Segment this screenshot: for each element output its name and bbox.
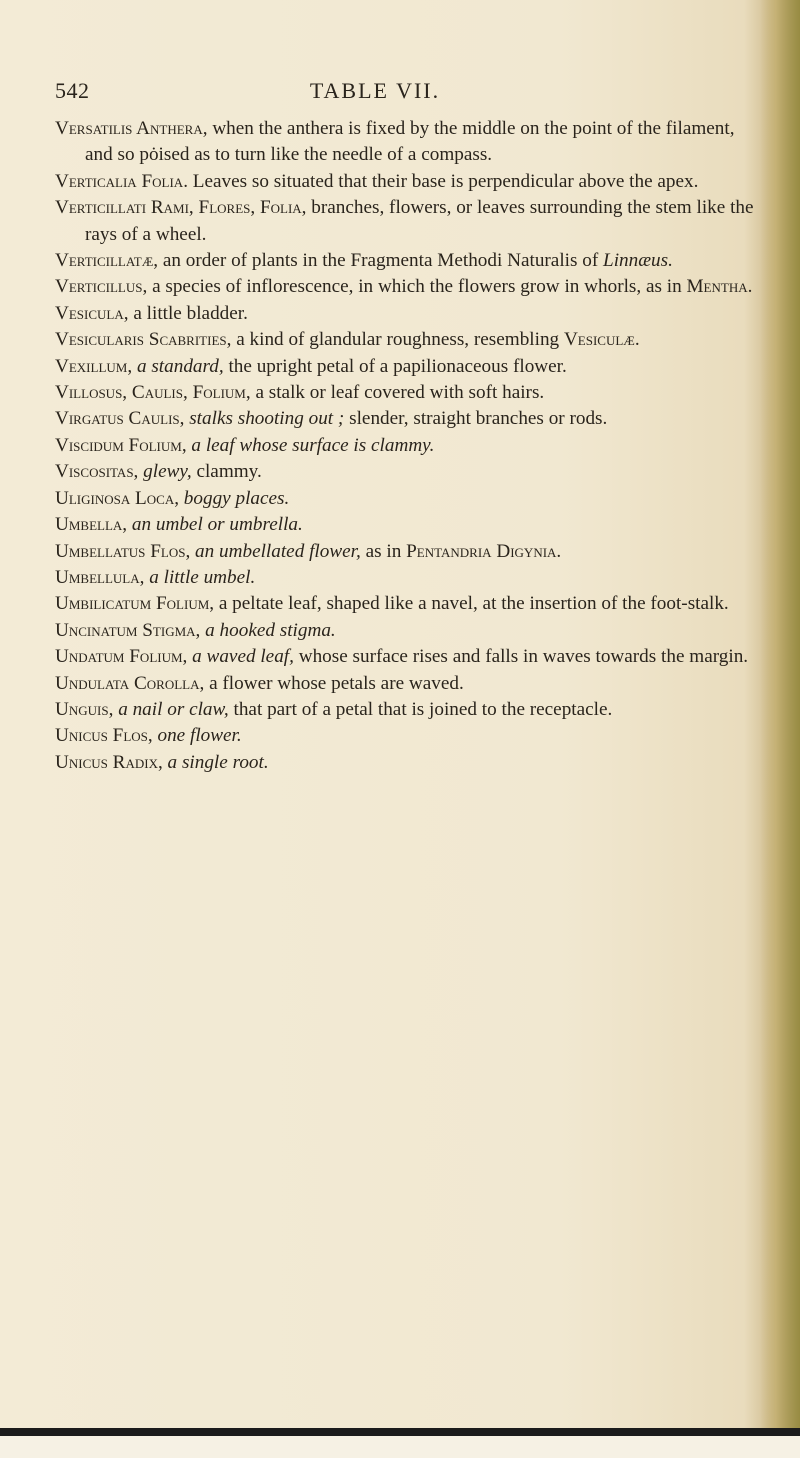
- entry-translation: boggy places.: [183, 487, 290, 509]
- glossary-entry: [55, 671, 755, 697]
- entry-translation: stalks shooting out ;: [189, 408, 345, 430]
- entry-term: Viscositas,: [55, 461, 139, 483]
- entry-translation: a hooked stigma.: [205, 619, 336, 641]
- entry-translation: a waved leaf,: [192, 646, 294, 668]
- entry-definition: slender, straight branches or rods.: [344, 408, 608, 430]
- entry-definition: a species of inflorescence, in which the flowers grow in whorls, as in: [147, 276, 687, 298]
- entry-term: Unicus Flos,: [55, 725, 153, 747]
- entry-definition: that part of a petal that is joined to the receptacle.: [228, 698, 613, 720]
- glossary-entry: [55, 195, 755, 248]
- glossary-entry: [55, 565, 755, 591]
- entry-definition: an order of plants in the Fragmenta Methodi Naturalis of: [158, 250, 604, 272]
- entry-term: Vesicula,: [55, 302, 129, 324]
- glossary-entry: [55, 644, 755, 670]
- entry-term: Umbilicatum Folium,: [55, 593, 215, 615]
- entry-definition: a flower whose petals are waved.: [204, 672, 464, 694]
- entry-definition: clammy.: [191, 461, 262, 483]
- glossary-entry: [55, 380, 755, 406]
- entry-translation: Linnæus.: [603, 250, 673, 272]
- glossary-entries: [55, 116, 755, 776]
- entry-term: Unguis,: [55, 698, 114, 720]
- glossary-entry: [55, 618, 755, 644]
- glossary-entry: [55, 354, 755, 380]
- entry-term: Umbella,: [55, 514, 128, 536]
- running-head-title: TABLE VII.: [309, 78, 441, 103]
- entry-definition: a stalk or leaf covered with soft hairs.: [250, 382, 545, 404]
- entry-translation: a leaf whose surface is clammy.: [191, 434, 435, 456]
- glossary-entry: [55, 116, 755, 169]
- entry-term: Virgatus Caulis,: [55, 408, 185, 430]
- entry-term: Unicus Radix,: [55, 751, 163, 773]
- entry-translation: a standard,: [136, 355, 224, 377]
- scan-bottom-margin: [0, 1436, 800, 1458]
- entry-term: Undatum Folium,: [55, 646, 188, 668]
- glossary-entry: [55, 512, 755, 538]
- glossary-entry: [55, 433, 755, 459]
- entry-definition: whose surface rises and falls in waves towards the margin.: [293, 646, 749, 668]
- entry-definition: a little bladder.: [128, 302, 248, 324]
- entry-term: Viscidum Folium,: [55, 434, 187, 456]
- entry-term: Vesicularis Scabrities,: [55, 329, 232, 351]
- scan-bottom-border: [0, 1428, 800, 1436]
- entry-definition: when the anthera is fixed by the middle on the point of the filament, and so pȯised as to turn like the needle of a compass.: [85, 118, 735, 166]
- entry-definition: the upright petal of a papilionaceous flower.: [223, 355, 567, 377]
- page-number: 542: [55, 78, 90, 103]
- glossary-entry: [55, 406, 755, 432]
- entry-term: Vexillum,: [55, 355, 133, 377]
- entry-definition: as in: [360, 540, 407, 562]
- entry-definition: Vesiculæ.: [563, 329, 640, 351]
- entry-term: Versatilis Anthera,: [55, 118, 208, 139]
- glossary-entry: [55, 591, 755, 617]
- entry-definition: a kind of glandular roughness, resembling: [231, 329, 564, 351]
- entry-term: Villosus, Caulis, Folium,: [55, 382, 251, 404]
- entry-translation: a little umbel.: [149, 566, 256, 588]
- glossary-entry: [55, 327, 755, 353]
- glossary-entry: [55, 486, 755, 512]
- glossary-entry: [55, 248, 755, 274]
- entry-term: Undulata Corolla,: [55, 672, 205, 694]
- running-head: [55, 78, 695, 110]
- glossary-entry: [55, 169, 755, 195]
- glossary-entry: [55, 750, 755, 776]
- entry-translation: a nail or claw,: [118, 698, 229, 720]
- entry-term: Uncinatum Stigma,: [55, 619, 201, 641]
- entry-term: Uliginosa Loca,: [55, 487, 179, 509]
- entry-translation: a single root.: [167, 751, 269, 773]
- glossary-entry: [55, 274, 755, 300]
- entry-term: Verticillus,: [55, 276, 148, 298]
- entry-definition: Mentha.: [686, 276, 753, 298]
- entry-definition: Pentandria Digynia.: [406, 540, 562, 562]
- entry-translation: an umbellated flower,: [195, 540, 361, 562]
- entry-term: Umbellatus Flos,: [55, 540, 191, 562]
- glossary-entry: [55, 697, 755, 723]
- entry-definition: branches, flowers, or leaves surrounding the stem like the rays of a wheel.: [85, 197, 754, 245]
- entry-translation: glewy,: [143, 461, 192, 483]
- entry-term: Umbellula,: [55, 566, 145, 588]
- entry-definition: a peltate leaf, shaped like a navel, at the insertion of the foot-stalk.: [214, 593, 729, 615]
- glossary-entry: [55, 539, 755, 565]
- page-edge-shadow: [760, 0, 800, 1458]
- entry-translation: an umbel or umbrella.: [131, 514, 303, 536]
- entry-term: Verticalia Folia.: [55, 170, 188, 192]
- glossary-entry: [55, 301, 755, 327]
- glossary-entry: [55, 723, 755, 749]
- glossary-entry: [55, 459, 755, 485]
- entry-definition: Leaves so situated that their base is perpendicular above the apex.: [188, 170, 699, 192]
- entry-term: Verticillatæ,: [55, 250, 159, 272]
- entry-translation: one flower.: [157, 725, 242, 747]
- entry-term: Verticillati Rami, Flores, Folia,: [55, 197, 307, 219]
